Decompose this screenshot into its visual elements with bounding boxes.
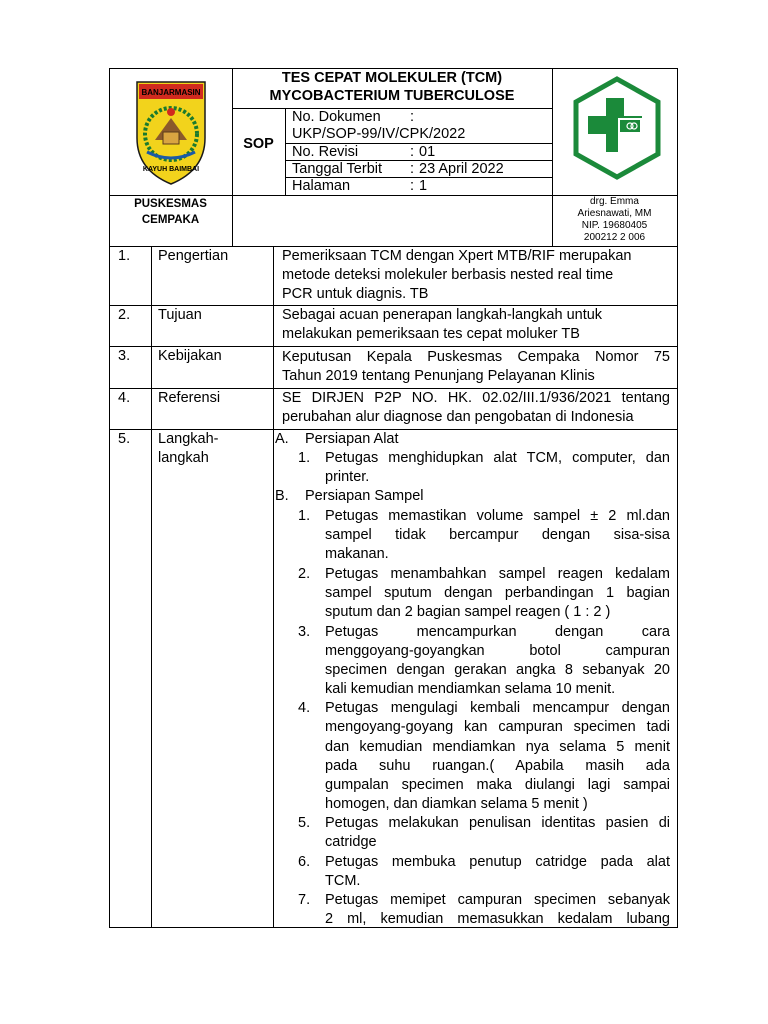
step-line: gumpalan specimen maka diulangi lagi sampai: [325, 777, 670, 793]
document-title-line-2: MYCOBACTERIUM TUBERCULOSE: [269, 88, 515, 104]
tujuan-line: melakukan pemeriksaan tes cepat moluker TB: [282, 326, 580, 342]
step-line: Petugas membuka penutup catridge pada alat: [325, 854, 670, 870]
step-line: sputum dan 2 bagian sampel reagen ( 1 : 2 ): [325, 604, 611, 620]
step-line: Petugas mengulagi kembali mencampur dengan: [325, 700, 670, 716]
section-label-kebijakan: Kebijakan: [158, 348, 222, 364]
step-line: printer.: [325, 469, 370, 485]
step-line: makanan.: [325, 546, 389, 562]
field-halaman-sep: :: [410, 178, 415, 194]
signatory-line-3: NIP. 19680405: [581, 220, 648, 231]
step-number: 2.: [298, 566, 311, 582]
section-label-langkah: Langkah-: [158, 431, 219, 447]
tujuan-line: Sebagai acuan penerapan langkah-langkah untuk: [282, 307, 603, 323]
pengertian-line: Pemeriksaan TCM dengan Xpert MTB/RIF merupakan: [282, 248, 632, 264]
referensi-line: SE DIRJEN P2P NO. HK. 02.02/III.1/936/2021 tentang: [282, 390, 670, 406]
field-document-number: UKP/SOP-99/IV/CPK/2022: [292, 126, 466, 142]
step-group-title: Persiapan Alat: [305, 431, 399, 447]
section-number: 2.: [118, 307, 131, 323]
signatory-line-1: drg. Emma: [590, 196, 639, 207]
step-number: 4.: [298, 700, 311, 716]
step-number: 3.: [298, 624, 311, 640]
section-number: 4.: [118, 390, 131, 406]
step-number: 5.: [298, 815, 311, 831]
org-name-line-2: CEMPAKA: [141, 214, 200, 226]
step-line: Petugas melakukan penulisan identitas pasien di: [325, 815, 670, 831]
kebijakan-line: Keputusan Kepala Puskesmas Cempaka Nomor 75: [282, 349, 670, 365]
step-line: Petugas mencampurkan dengan cara: [325, 624, 670, 640]
step-line: Petugas menambahkan sampel reagen kedalam: [325, 566, 670, 582]
field-halaman-label: Halaman: [292, 178, 351, 194]
pengertian-line: metode deteksi molekuler berbasis nested real time: [282, 267, 614, 283]
step-number: 1.: [298, 450, 311, 466]
step-line: sampel sputum dengan perbandingan 1 bagian: [325, 585, 670, 601]
pengertian-line: PCR untuk diagnis. TB: [282, 286, 429, 302]
step-group-marker: A.: [275, 431, 289, 447]
field-no-dokumen-label: No. Dokumen: [292, 109, 381, 125]
step-line: 2 ml, kemudian memasukkan kedalam lubang: [325, 911, 670, 927]
section-number: 5.: [118, 431, 131, 447]
label-column-line: [273, 246, 274, 928]
section-label-pengertian: Pengertian: [158, 248, 229, 264]
step-line: dan kemudian mendiamkan nya selama 5 menit: [325, 739, 670, 755]
banjarmasin-city-logo: [133, 78, 209, 188]
field-no-dokumen-sep: :: [410, 109, 415, 125]
step-line: homogen, dan diamkan selama 5 menit ): [325, 796, 588, 812]
step-line: sampel tidak bercampur dengan sisa-sisa: [325, 527, 670, 543]
step-number: 1.: [298, 508, 311, 524]
org-name-line-1: PUSKESMAS: [134, 198, 207, 210]
document-title-line-1: TES CEPAT MOLEKULER (TCM): [281, 70, 503, 86]
field-revisi-sep: :: [410, 144, 415, 160]
step-group-marker: B.: [275, 488, 289, 504]
section-label-referensi: Referensi: [158, 390, 221, 406]
puskesmas-logo: [572, 76, 662, 180]
field-tanggal-value: 23 April 2022: [419, 161, 504, 177]
step-line: Petugas memipet campuran specimen sebanyak: [325, 892, 670, 908]
step-line: kali kemudian mendiamkan selama 10 menit.: [325, 681, 616, 697]
table-border-top: [109, 68, 678, 69]
step-line: Petugas memastikan volume sampel ± 2 ml.dan: [325, 508, 670, 524]
step-number: 6.: [298, 854, 311, 870]
section-number: 1.: [118, 248, 131, 264]
section-label-tujuan: Tujuan: [158, 307, 202, 323]
title-bottom-line: [232, 108, 552, 109]
table-border-right: [677, 68, 678, 928]
step-number: 7.: [298, 892, 311, 908]
step-line: menggoyang-goyangkan botol campuran: [325, 643, 670, 659]
section-number: 3.: [118, 348, 131, 364]
sop-divider: [285, 108, 286, 195]
field-revisi-value: 01: [419, 144, 436, 160]
table-border-left: [109, 68, 110, 928]
logo-top-text: BANJARMASIN: [141, 88, 201, 97]
signatory-line-4: 200212 2 006: [583, 232, 646, 243]
field-tanggal-label: Tanggal Terbit: [292, 161, 383, 177]
step-group-title: Persiapan Sampel: [305, 488, 424, 504]
step-line: Petugas menghidupkan alat TCM, computer, dan: [325, 450, 670, 466]
kebijakan-line: Tahun 2019 tentang Penunjang Pelayanan Klinis: [282, 368, 595, 384]
section-label-langkah: langkah: [158, 450, 209, 466]
field-halaman-value: 1: [419, 178, 428, 194]
logo-bottom-text: KAYUH BAIMBAI: [142, 166, 200, 173]
signatory-line-2: Ariesnawati, MM: [577, 208, 652, 219]
field-revisi-label: No. Revisi: [292, 144, 359, 160]
step-line: pada suhu ruangan.( Apabila masih ada: [325, 758, 670, 774]
sop-label: SOP: [243, 136, 274, 152]
step-line: mengoyang-goyang kan campuran specimen tadi: [325, 719, 670, 735]
step-line: specimen dengan gerakan angka 8 sebanyak 20: [325, 662, 670, 678]
referensi-line: perubahan alur diagnose dan pengobatan di Indonesia: [282, 409, 634, 425]
step-line: TCM.: [325, 873, 361, 889]
step-line: catridge: [325, 834, 377, 850]
no-column-line: [151, 246, 152, 928]
field-tanggal-sep: :: [410, 161, 415, 177]
